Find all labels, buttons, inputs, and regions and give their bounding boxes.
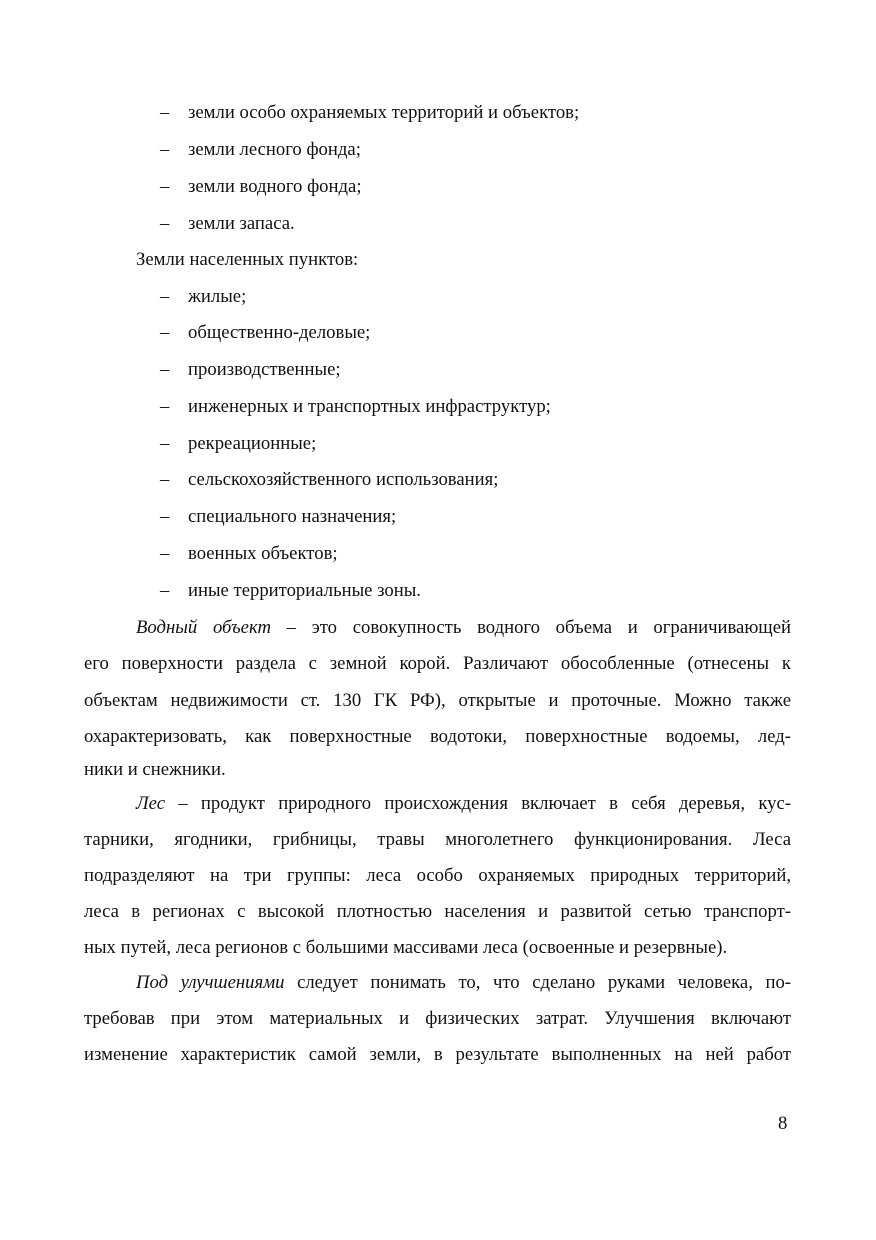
bullet-dash: – bbox=[160, 286, 170, 307]
bullet-dash: – bbox=[160, 176, 170, 197]
bullet-dash: – bbox=[160, 102, 170, 123]
paragraph-line: охарактеризовать, как поверхностные водотоки, поверхностные водоемы, лед- bbox=[84, 726, 791, 747]
paragraph-line: ных путей, леса регионов с большими массивами леса (освоенные и резервные). bbox=[84, 937, 728, 958]
paragraph-line: Водный объект – это совокупность водного объема и ограничивающей bbox=[136, 617, 791, 638]
bullet-dash: – bbox=[160, 506, 170, 527]
list-item: – земли запаса. bbox=[160, 211, 295, 237]
term-improvements: Под улучшениями bbox=[136, 972, 285, 993]
list-item: – земли особо охраняемых территорий и объектов; bbox=[160, 100, 579, 126]
list-item: – земли лесного фонда; bbox=[160, 137, 361, 163]
list-item: – иные территориальные зоны. bbox=[160, 578, 421, 604]
page-number: 8 bbox=[778, 1113, 788, 1134]
paragraph-line: подразделяют на три группы: леса особо охраняемых природных территорий, bbox=[84, 865, 791, 886]
bullet-dash: – bbox=[160, 359, 170, 380]
list-item: – производственные; bbox=[160, 357, 341, 383]
paragraph-line: леса в регионах с высокой плотностью населения и развитой сетью транспорт- bbox=[84, 901, 791, 922]
bullet-dash: – bbox=[160, 543, 170, 564]
term-forest: Лес bbox=[136, 793, 165, 814]
bullet-dash: – bbox=[160, 469, 170, 490]
paragraph-line: Лес – продукт природного происхождения включает в себя деревья, кус- bbox=[136, 793, 791, 814]
list-item: – рекреационные; bbox=[160, 431, 316, 457]
list-item: – жилые; bbox=[160, 284, 246, 310]
bullet-dash: – bbox=[160, 213, 170, 234]
settlements-heading: Земли населенных пунктов: bbox=[136, 249, 359, 270]
list-item: – инженерных и транспортных инфраструктур; bbox=[160, 394, 551, 420]
paragraph-line: требовав при этом материальных и физических затрат. Улучшения включают bbox=[84, 1008, 791, 1029]
list-item: – сельскохозяйственного использования; bbox=[160, 467, 498, 493]
term-water-object: Водный объект bbox=[136, 617, 271, 638]
bullet-dash: – bbox=[160, 322, 170, 343]
paragraph-line: его поверхности раздела с земной корой. Различают обособленные (отнесены к bbox=[84, 653, 791, 674]
paragraph-line: тарники, ягодники, грибницы, травы многолетнего функционирования. Леса bbox=[84, 829, 791, 850]
bullet-dash: – bbox=[160, 433, 170, 454]
paragraph-line: изменение характеристик самой земли, в результате выполненных на ней работ bbox=[84, 1044, 791, 1065]
paragraph-line: ники и снежники. bbox=[84, 759, 226, 780]
list-item: – военных объектов; bbox=[160, 541, 338, 567]
paragraph-line: Под улучшениями следует понимать то, что сделано руками человека, по- bbox=[136, 972, 792, 993]
bullet-dash: – bbox=[160, 396, 170, 417]
paragraph-line: объектам недвижимости ст. 130 ГК РФ), открытые и проточные. Можно также bbox=[84, 690, 791, 711]
bullet-dash: – bbox=[160, 139, 170, 160]
list-item: – общественно-деловые; bbox=[160, 320, 370, 346]
bullet-dash: – bbox=[160, 580, 170, 601]
list-item: – специального назначения; bbox=[160, 504, 396, 530]
list-item: – земли водного фонда; bbox=[160, 174, 362, 200]
